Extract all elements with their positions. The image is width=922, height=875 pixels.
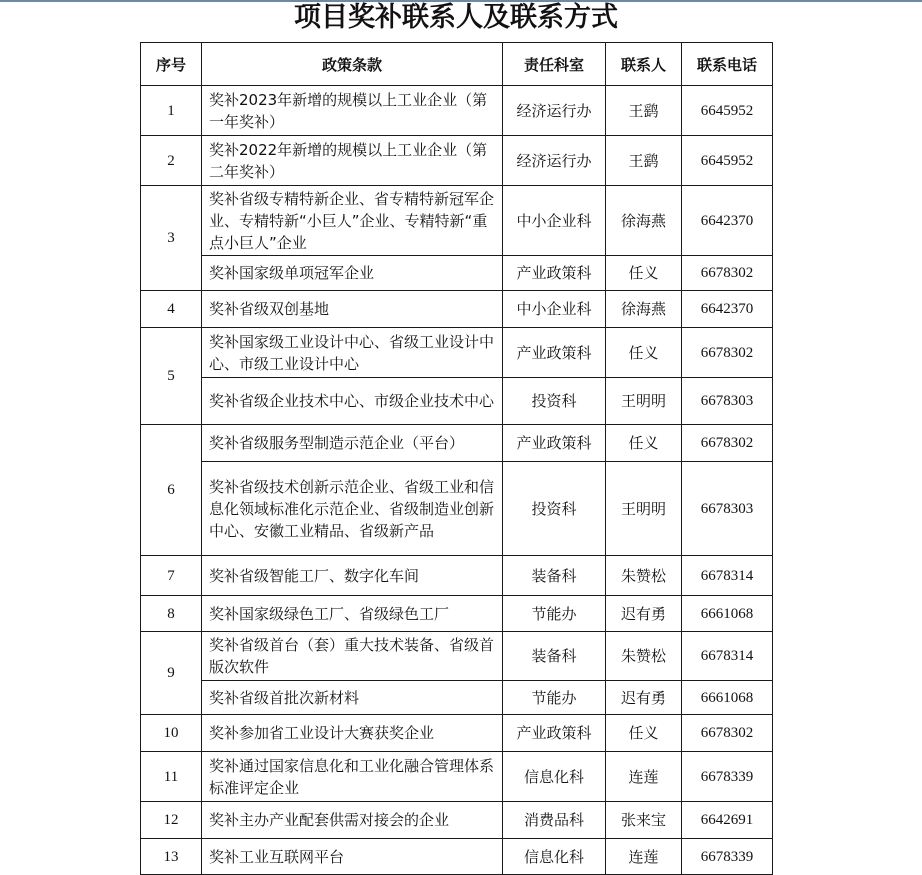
table-row	[141, 256, 773, 291]
policy-cell: 奖补省级双创基地	[202, 291, 503, 328]
table-row	[141, 425, 773, 462]
phone-cell: 6678314	[682, 632, 773, 681]
header-phone: 联系电话	[682, 43, 773, 86]
policy-cell: 奖补省级专精特新企业、省专精特新冠军企业、专精特新“小巨人”企业、专精特新“重点小巨人”企业	[202, 186, 503, 256]
dept-cell: 经济运行办	[503, 136, 606, 186]
contact-cell: 任义	[606, 715, 682, 752]
policy-cell: 奖补省级智能工厂、数字化车间	[202, 556, 503, 596]
contact-cell: 任义	[606, 425, 682, 462]
phone-cell: 6678302	[682, 256, 773, 291]
contact-table	[140, 42, 773, 875]
row-number: 7	[141, 556, 202, 596]
header-dept: 责任科室	[503, 43, 606, 86]
dept-cell: 中小企业科	[503, 291, 606, 328]
policy-cell: 奖补省级服务型制造示范企业（平台）	[202, 425, 503, 462]
dept-cell: 产业政策科	[503, 425, 606, 462]
table-row	[141, 715, 773, 752]
policy-cell: 奖补参加省工业设计大赛获奖企业	[202, 715, 503, 752]
row-number: 4	[141, 291, 202, 328]
row-number: 6	[141, 425, 202, 556]
policy-cell: 奖补主办产业配套供需对接会的企业	[202, 802, 503, 839]
contact-cell: 王明明	[606, 462, 682, 556]
row-number: 13	[141, 839, 202, 875]
row-number: 8	[141, 596, 202, 632]
contact-cell: 任义	[606, 256, 682, 291]
dept-cell: 装备科	[503, 632, 606, 681]
dept-cell: 产业政策科	[503, 715, 606, 752]
table-row	[141, 186, 773, 256]
phone-cell: 6678303	[682, 462, 773, 556]
contact-cell: 连莲	[606, 839, 682, 875]
table-row	[141, 136, 773, 186]
table-row	[141, 291, 773, 328]
dept-cell: 节能办	[503, 681, 606, 715]
table-row	[141, 328, 773, 378]
table-row	[141, 802, 773, 839]
dept-cell: 信息化科	[503, 839, 606, 875]
table-row	[141, 86, 773, 136]
dept-cell: 产业政策科	[503, 328, 606, 378]
phone-cell: 6661068	[682, 596, 773, 632]
table-row	[141, 378, 773, 425]
dept-cell: 节能办	[503, 596, 606, 632]
table-row	[141, 556, 773, 596]
header-no: 序号	[141, 43, 202, 86]
contact-cell: 连莲	[606, 752, 682, 802]
header-row	[141, 43, 773, 86]
dept-cell: 中小企业科	[503, 186, 606, 256]
table-row	[141, 752, 773, 802]
phone-cell: 6678302	[682, 328, 773, 378]
contact-cell: 任义	[606, 328, 682, 378]
header-contact: 联系人	[606, 43, 682, 86]
policy-cell: 奖补2022年新增的规模以上工业企业（第二年奖补）	[202, 136, 503, 186]
phone-cell: 6678339	[682, 752, 773, 802]
phone-cell: 6678314	[682, 556, 773, 596]
row-number: 10	[141, 715, 202, 752]
table-row	[141, 681, 773, 715]
contact-cell: 徐海燕	[606, 186, 682, 256]
contact-cell: 朱赞松	[606, 556, 682, 596]
policy-cell: 奖补工业互联网平台	[202, 839, 503, 875]
policy-cell: 奖补国家级单项冠军企业	[202, 256, 503, 291]
contact-cell: 徐海燕	[606, 291, 682, 328]
row-number: 12	[141, 802, 202, 839]
contact-cell: 王鹞	[606, 86, 682, 136]
dept-cell: 产业政策科	[503, 256, 606, 291]
table-row	[141, 839, 773, 875]
dept-cell: 投资科	[503, 462, 606, 556]
phone-cell: 6642370	[682, 186, 773, 256]
policy-cell: 奖补省级首台（套）重大技术装备、省级首版次软件	[202, 632, 503, 681]
phone-cell: 6642370	[682, 291, 773, 328]
policy-cell: 奖补2023年新增的规模以上工业企业（第一年奖补）	[202, 86, 503, 136]
policy-cell: 奖补通过国家信息化和工业化融合管理体系标准评定企业	[202, 752, 503, 802]
policy-cell: 奖补省级技术创新示范企业、省级工业和信息化领域标准化示范企业、省级制造业创新中心、安徽工业精品、省级新产品	[202, 462, 503, 556]
phone-cell: 6645952	[682, 136, 773, 186]
header-policy: 政策条款	[202, 43, 503, 86]
policy-cell: 奖补省级企业技术中心、市级企业技术中心	[202, 378, 503, 425]
dept-cell: 消费品科	[503, 802, 606, 839]
contact-cell: 王明明	[606, 378, 682, 425]
contact-cell: 迟有勇	[606, 596, 682, 632]
phone-cell: 6642691	[682, 802, 773, 839]
contact-cell: 迟有勇	[606, 681, 682, 715]
row-number: 5	[141, 328, 202, 425]
phone-cell: 6678302	[682, 425, 773, 462]
table-row	[141, 596, 773, 632]
dept-cell: 信息化科	[503, 752, 606, 802]
phone-cell: 6678303	[682, 378, 773, 425]
contact-cell: 朱赞松	[606, 632, 682, 681]
contact-cell: 张来宝	[606, 802, 682, 839]
row-number: 11	[141, 752, 202, 802]
table-row	[141, 632, 773, 681]
policy-cell: 奖补省级首批次新材料	[202, 681, 503, 715]
row-number: 1	[141, 86, 202, 136]
dept-cell: 装备科	[503, 556, 606, 596]
row-number: 3	[141, 186, 202, 291]
row-number: 2	[141, 136, 202, 186]
phone-cell: 6678339	[682, 839, 773, 875]
contact-cell: 王鹞	[606, 136, 682, 186]
phone-cell: 6645952	[682, 86, 773, 136]
policy-cell: 奖补国家级绿色工厂、省级绿色工厂	[202, 596, 503, 632]
phone-cell: 6678302	[682, 715, 773, 752]
page-title: 项目奖补联系人及联系方式	[294, 2, 618, 33]
dept-cell: 经济运行办	[503, 86, 606, 136]
policy-cell: 奖补国家级工业设计中心、省级工业设计中心、市级工业设计中心	[202, 328, 503, 378]
row-number: 9	[141, 632, 202, 715]
phone-cell: 6661068	[682, 681, 773, 715]
table-row	[141, 462, 773, 556]
dept-cell: 投资科	[503, 378, 606, 425]
